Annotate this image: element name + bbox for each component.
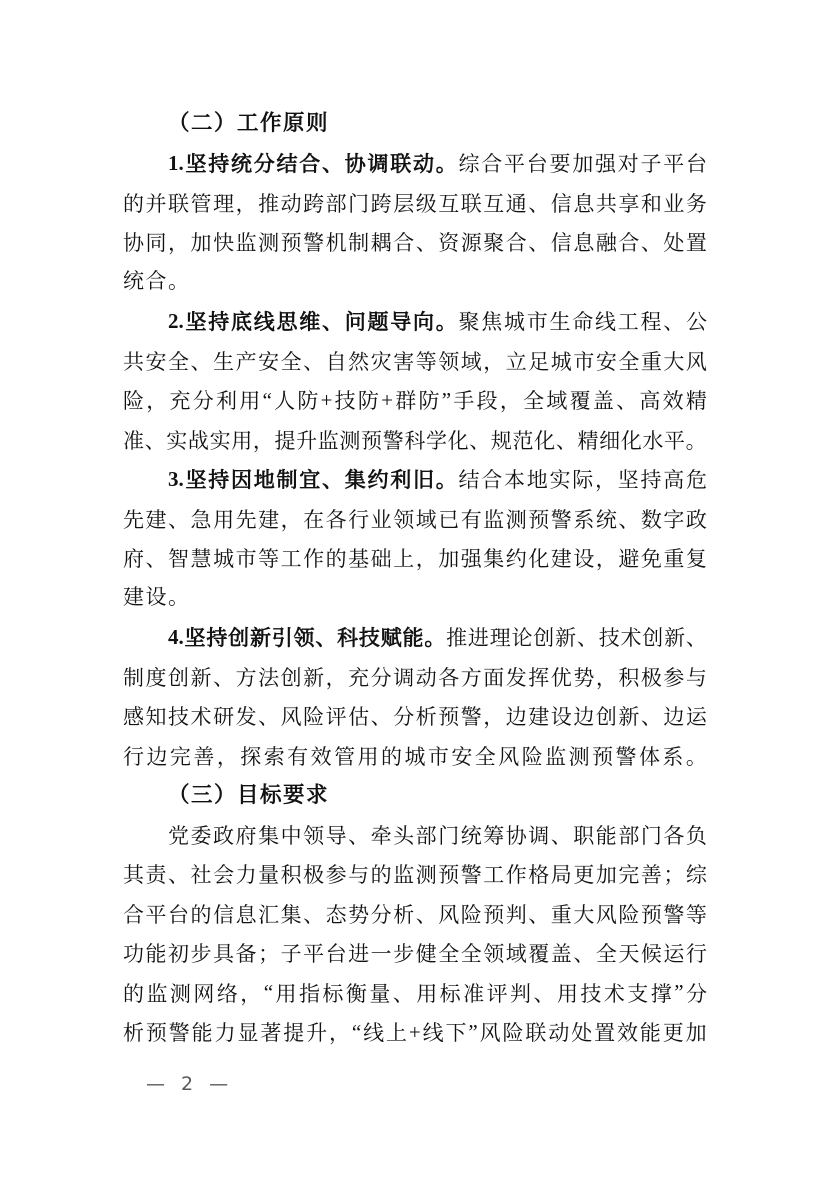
text-line: 建设。 xyxy=(123,585,191,609)
text-line: 的 监 测 网 络 ， “ 用 指 标 衡 量 、 用 标 准 评 判 、 用 技 术 支 撑 ” 分 xyxy=(123,980,707,1006)
text-line: 险 ， 充 分 利 用 “ 人 防 + 技 防 + 群 防 ” 手 段 ， 全 域 覆 盖 、 高 效 精 xyxy=(123,387,707,414)
text-line: 府 、 智 慧 城 市 等 工 作 的 基 础 上 ， 加 强 集 约 化 建 设 ， 避 免 重 复 xyxy=(123,547,707,572)
text-line: 的 并 联 管 理 ， 推 动 跨 部 门 跨 层 级 互 联 互 通 、 信 息 共 享 和 业 务 xyxy=(123,191,707,216)
text-line: 党 委 政 府 集 中 领 导 、 牵 头 部 门 统 筹 协 调 、 职 能 部 门 各 负 xyxy=(168,823,707,848)
text-line: 1. 坚 持 统 分 结 合 、 协 调 联 动 。 综 合 平 台 要 加 强 对 子 平 台 xyxy=(168,150,707,177)
text-line: 协 同 ， 加 快 监 测 预 警 机 制 耦 合 、 资 源 聚 合 、 信 息 融 合 、 处 置 xyxy=(123,231,707,256)
text-line: 析 预 警 能 力 显 著 提 升 ， “ 线 上 + 线 下 ” 风 险 联 动 处 置 效 能 更 加 xyxy=(123,1019,707,1046)
text-line: 功 能 初 步 具 备 ； 子 平 台 进 一 步 健 全 全 领 域 覆 盖 、 全 天 候 运 行 xyxy=(123,942,707,967)
section-heading: （三）目标要求 xyxy=(168,782,330,807)
text-line: 3. 坚 持 因 地 制 宜 、 集 约 利 旧 。 结 合 本 地 实 际 ， 坚 持 高 危 xyxy=(168,466,707,493)
page-number: — 2 — xyxy=(146,1073,234,1095)
text-line: 准 、 实 战 实 用 ， 提 升 监 测 预 警 科 学 化 、 规 范 化 、 精 细 化 水 平 。 xyxy=(123,428,707,453)
text-line: 行 边 完 善 ， 探 索 有 效 管 用 的 城 市 安 全 风 险 监 测 预 警 体 系 。 xyxy=(123,744,707,769)
text-line: 制 度 创 新 、 方 法 创 新 ， 充 分 调 动 各 方 面 发 挥 优 势 ， 积 极 参 与 xyxy=(123,665,707,690)
text-line: 2. 坚 持 底 线 思 维 、 问 题 导 向 。 聚 焦 城 市 生 命 线 工 程 、 公 xyxy=(168,308,707,335)
text-line: 先 建 、 急 用 先 建 ， 在 各 行 业 领 域 已 有 监 测 预 警 系 统 、 数 字 政 xyxy=(123,507,707,532)
document-body xyxy=(123,104,707,1052)
text-line: 其 责 、 社 会 力 量 积 极 参 与 的 监 测 预 警 工 作 格 局 更 加 完 善 ； 综 xyxy=(123,863,707,888)
text-line: 4. 坚 持 创 新 引 领 、 科 技 赋 能 。 推 进 理 论 创 新 、 技 术 创 新 、 xyxy=(168,624,707,651)
text-line: 共 安 全 、 生 产 安 全 、 自 然 灾 害 等 领 域 ， 立 足 城 市 安 全 重 大 风 xyxy=(123,349,707,374)
text-line: 感 知 技 术 研 发 、 风 险 评 估 、 分 析 预 警 ， 边 建 设 边 创 新 、 边 运 xyxy=(123,705,707,730)
text-line: 合 平 台 的 信 息 汇 集 、 态 势 分 析 、 风 险 预 判 、 重 大 风 险 预 警 等 xyxy=(123,902,707,927)
text-line: 统合。 xyxy=(123,269,191,293)
section-heading: （二）工作原则 xyxy=(168,111,330,135)
